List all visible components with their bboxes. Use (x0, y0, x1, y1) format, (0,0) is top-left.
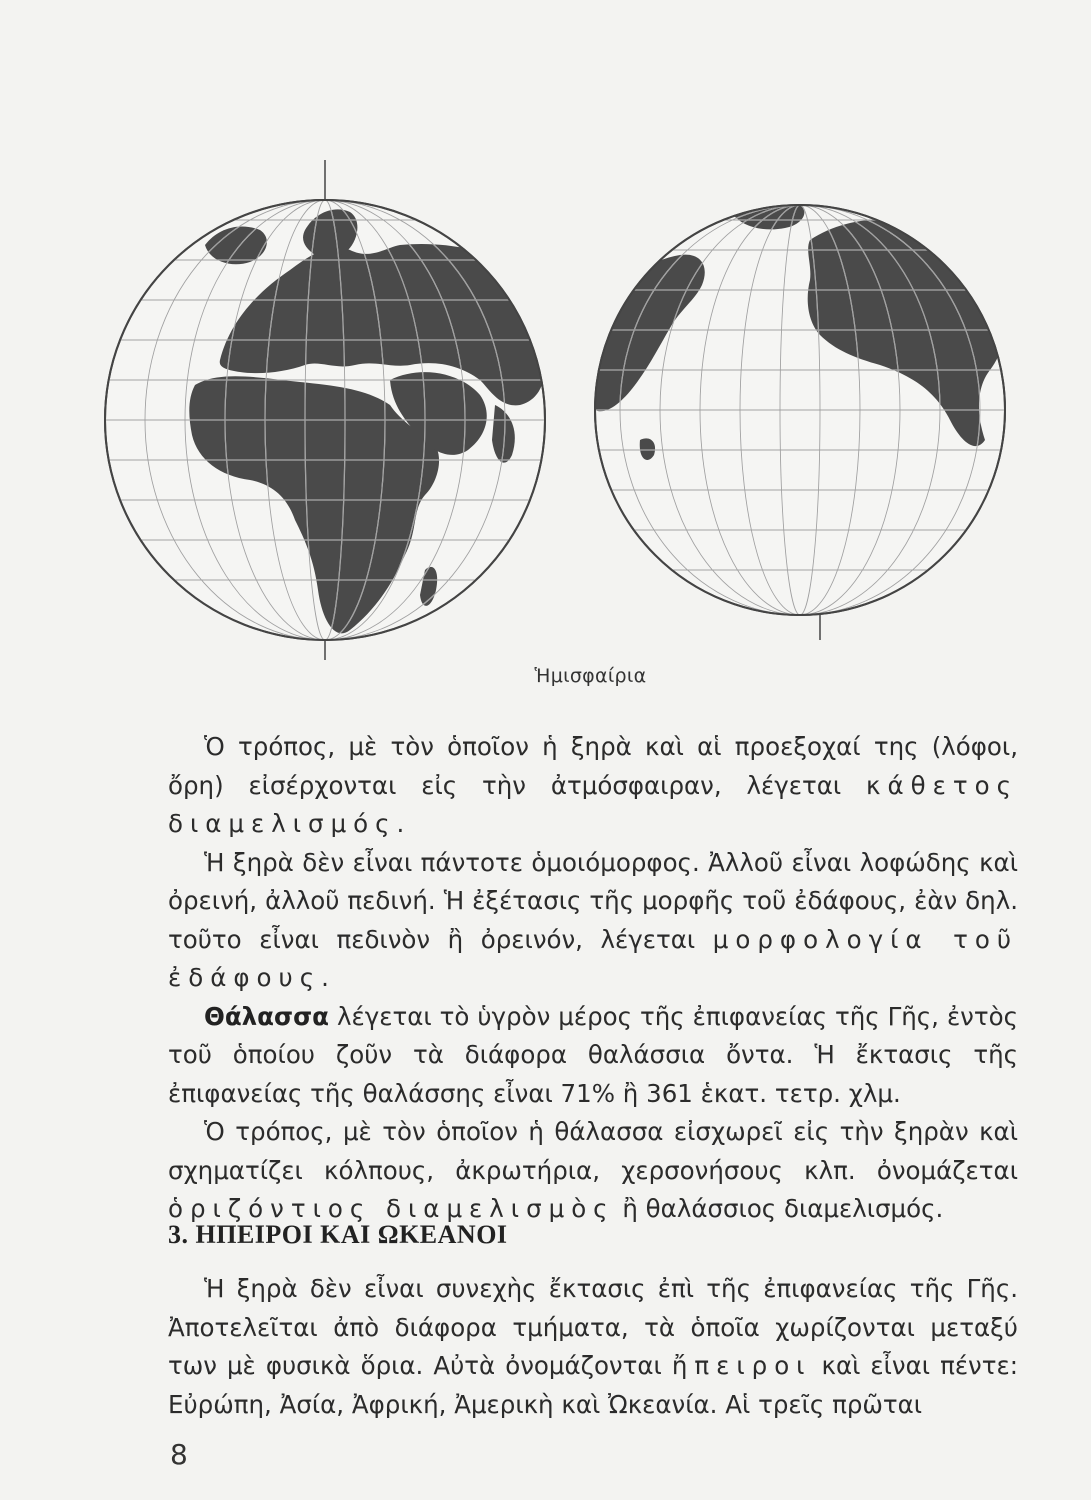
paragraph-vertical-division (168, 728, 1018, 844)
body-text-upper (168, 728, 1018, 1229)
paragraph-2-end: . (321, 963, 329, 992)
hemispheres-figure (100, 150, 1000, 670)
paragraph-morphology (168, 844, 1018, 998)
term-vertical-division: κάθετος διαμελισμός (168, 770, 1018, 838)
term-sea: Θάλασσα (204, 1001, 329, 1031)
paragraph-5-text: Ἡ ξηρὰ δὲν εἶναι συνεχὴς ἔκτασις ἐπὶ τῆς ἐπιφανείας τῆς Γῆς. Ἀποτελεῖται ἀπὸ διάφορα τμήματα, τὰ ὁποῖα χωρίζονται μεταξύ των μὲ φυσικὰ ὅρια. Αὐτὰ ὀνομάζονται (168, 1274, 1018, 1380)
term-horizontal-division: ὁριζόντιος διαμελισμὸς (168, 1194, 615, 1223)
paragraph-2-text: Ἡ ξηρὰ δὲν εἶναι πάντοτε ὁμοιόμορφος. Ἀλλοῦ εἶναι λοφώδης καὶ ὀρεινή, ἀλλοῦ πεδινή. Ἡ ἐξέτασις τῆς μορφῆς τοῦ ἐδάφους, ἐὰν δηλ. τοῦτο εἶναι πεδινὸν ἢ ὀρεινόν, λέγεται (168, 847, 1018, 954)
paragraph-1-text: Ὁ τρόπος, μὲ τὸν ὁποῖον ἡ ξηρὰ καὶ αἱ προεξοχαί της (λόφοι, ὄρη) εἰσέρχονται εἰς τὴν ἀτμόσφαιραν, λέγεται (168, 732, 1018, 800)
figure-caption (0, 665, 1091, 687)
eastern-hemisphere-globe (100, 150, 570, 670)
pacific-hemisphere-globe (580, 150, 1010, 670)
paragraph-sea (168, 998, 1018, 1114)
paragraph-horizontal-division (168, 1113, 1018, 1229)
paragraph-3-text: λέγεται τὸ ὑγρὸν μέρος τῆς ἐπιφανείας τῆς Γῆς, ἐντὸς τοῦ ὁποίου ζοῦν τὰ διάφορα θαλάσσια ὄντα. Ἡ ἔκτασις τῆς ἐπιφανείας τῆς θαλάσσης εἶναι 71% ἢ 361 ἑκατ. τετρ. χλμ. (168, 1001, 1018, 1108)
term-morphology: μορφολογία τοῦ ἐδάφους (168, 924, 1018, 992)
paragraph-continents (168, 1270, 1018, 1424)
paragraph-5-end: καὶ εἶναι πέντε: Εὐρώπη, Ἀσία, Ἀφρική, Ἀμερικὴ καὶ Ὠκεανία. Αἱ τρεῖς πρῶται (168, 1351, 1018, 1419)
term-continents: ἤπειροι (671, 1351, 812, 1380)
body-text-lower (168, 1270, 1018, 1424)
paragraph-4-text: Ὁ τρόπος, μὲ τὸν ὁποῖον ἡ θάλασσα εἰσχωρεῖ εἰς τὴν ξηρὰν καὶ σχηματίζει κόλπους, ἀκρωτήρια, χερσονήσους κλπ. ὀνομάζεται (168, 1117, 1018, 1185)
paragraph-4-end: ἢ θαλάσσιος διαμελισμός. (614, 1194, 944, 1223)
paragraph-1-end: . (396, 809, 405, 838)
page-number: 8 (170, 1438, 188, 1471)
section-heading: 3. ΗΠΕΙΡΟΙ ΚΑΙ ΩΚΕΑΝΟΙ (168, 1220, 508, 1249)
figure-caption-text: Ἡμισφαίρια (534, 665, 647, 687)
